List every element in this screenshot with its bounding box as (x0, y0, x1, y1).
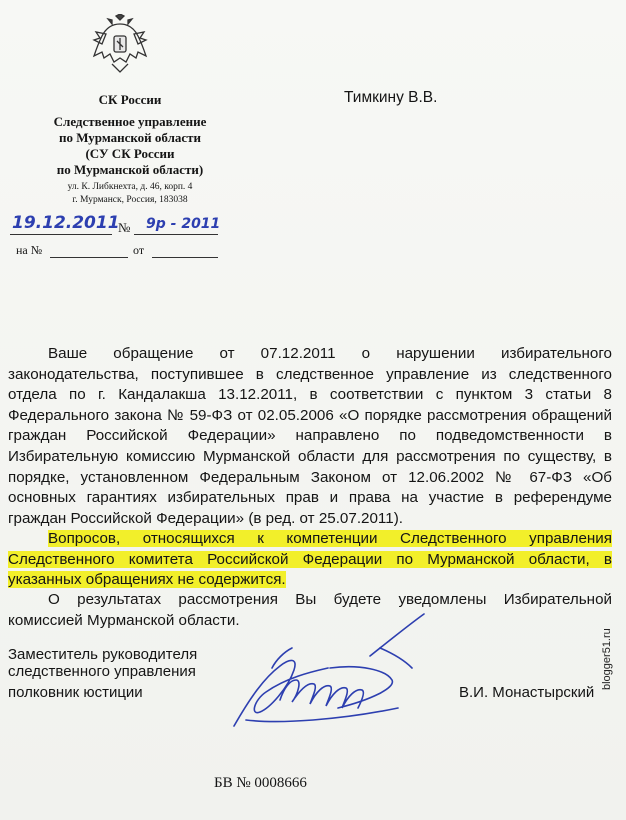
address-line-2: г. Мурманск, Россия, 183038 (72, 195, 188, 205)
paragraph-2-line-1: Вопросов, относящихся к компетенции Следственного управления (48, 530, 612, 547)
paragraph-2-line-3: указанных обращениях не содержится. (8, 571, 286, 589)
handwritten-signature (220, 608, 440, 736)
address-line-1: ул. К. Либкнехта, д. 46, корп. 4 (67, 182, 193, 192)
letter-body (8, 344, 612, 529)
coat-of-arms-icon (92, 14, 148, 74)
signer-name: В.И. Монастырский (459, 684, 595, 701)
date-underline (10, 234, 112, 235)
ref-number-underline (50, 257, 128, 258)
org-abbr-line-1: (СУ СК России (85, 146, 175, 161)
ref-label: на № (16, 243, 43, 257)
watermark: blogger51.ru (601, 628, 613, 690)
date-handwritten: 19.12.2011 (12, 213, 120, 233)
org-short: СК России (98, 92, 162, 107)
ref-from-label: от (133, 243, 145, 257)
org-full-line-1: Следственное управление (53, 114, 207, 129)
paragraph-2-line-2: Следственного комитета Российской Федерации по Мурманской области, в (8, 550, 612, 568)
number-label: № (118, 220, 131, 235)
paragraph-3: О результатах рассмотрения Вы будете уведомлены Избирательной комиссией Мурманской области. (8, 591, 612, 629)
number-handwritten: 9р - 2011 (146, 216, 221, 232)
ref-date-underline (152, 257, 218, 258)
signer-title-3: полковник юстиции (8, 684, 143, 701)
serial-number: БВ № 0008666 (214, 775, 307, 791)
org-full-line-2: по Мурманской области (58, 130, 202, 145)
org-abbr-line-2: по Мурманской области) (56, 162, 204, 177)
recipient: Тимкину В.В. (344, 89, 438, 106)
signer-title-1: Заместитель руководителя (8, 646, 198, 663)
signer-title-2: следственного управления (8, 663, 196, 680)
highlighted-paragraph (8, 529, 612, 591)
number-underline (134, 234, 218, 235)
paragraph-1: Ваше обращение от 07.12.2011 о нарушении избирательного законодательства, поступившее в следственное управление из следственного отдела по г. Кандалакша 13.12.2011, в соответствии с пунктом 3 статьи 8 Федерального закона № 59-ФЗ от 02.05.2006 «О порядке рассмотрения обращений граждан Российской Федерации» направлено по подведомственности в Избирательную комиссию Мурманской области для рассмотрения по существу, в порядке, установленном Федеральным Законом от 12.06.2002 № 67-ФЗ «Об основных гарантиях избирательных прав и права на участие в референдуме граждан Российской Федерации» (в ред. от 25.07.2011). (8, 345, 612, 527)
